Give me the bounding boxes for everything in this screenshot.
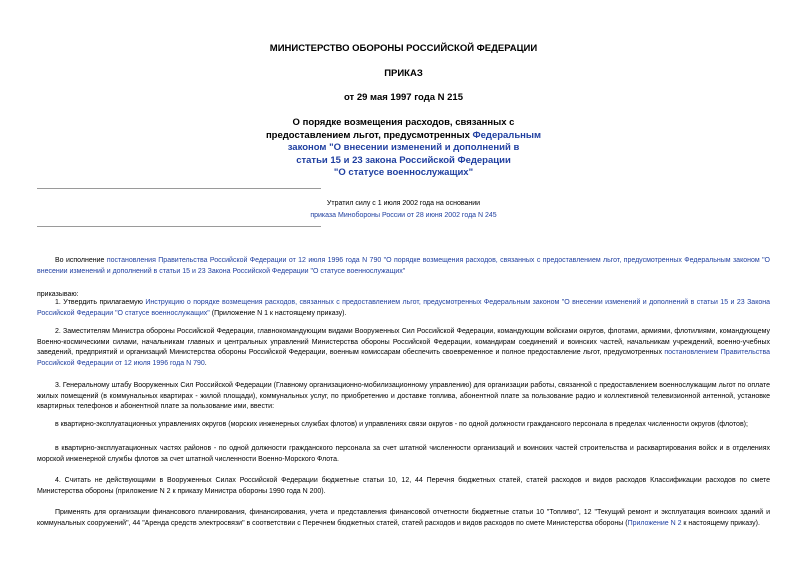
federal-law-link-cont[interactable]: статьи 15 и 23 закона Российской Федерации: [296, 154, 511, 166]
paragraph-item-3b: в квартирно-эксплуатационных частях районов - по одной должности гражданского персонала за счет штатной численности организаций и воинских частей строительства и расквартирования войск и в отделениях морской инженерной службы флотов за счет штатной численности Военно-Морского Флота.: [37, 445, 770, 463]
federal-law-link-cont[interactable]: законом "О внесении изменений и дополнений в: [287, 142, 520, 153]
government-decree-link-2[interactable]: постановлением Правительства Российской Федерации от 12 июля 1996 года N 790: [37, 349, 770, 367]
item-4a-suffix: к настоящему приказу).: [681, 519, 760, 527]
title-line: О порядке возмещения расходов, связанных с: [292, 117, 515, 128]
divider-top: [37, 188, 321, 189]
federal-law-link[interactable]: Федеральным: [472, 129, 542, 141]
date-number-heading: от 29 мая 1997 года N 215: [343, 92, 464, 103]
ministry-heading: МИНИСТЕРСТВО ОБОРОНЫ РОССИЙСКОЙ ФЕДЕРАЦИИ: [269, 43, 538, 54]
appendix-2-link[interactable]: Приложение N 2: [627, 519, 682, 527]
item-1-text: 1. Утвердить прилагаемую: [55, 299, 146, 306]
item-1-suffix: (Приложение N 1 к настоящему приказу).: [209, 309, 347, 317]
government-decree-link[interactable]: постановления Правительства Российской Федерации от 12 июля 1996 года N 790 "О порядке возмещения расходов, связанных с предоставлением льгот, предусмотренных Федеральным законом "О внесении изменений и дополнений в статьи 15 и 23 Закона Российской Федерации "О статусе военнослужащих": [37, 257, 770, 275]
title-line: [0, 130, 807, 143]
status-note: [0, 198, 807, 222]
paragraph-item-4a: [37, 508, 770, 529]
paragraph-item-3a: в квартирно-эксплуатационных управлениях округов (морских инженерных службах флотов) и управлениях связи округов - по одной должности гражданского персонала в пределах численности округов (флотов);: [55, 421, 748, 428]
paragraph-item-4: 4. Считать не действующими в Вооруженных Силах Российской Федерации бюджетные статьи 10, 12, 44 Перечня бюджетных статей, статей расходов и видов расходов Классификации расходов по смете Министерства обороны (приложение N 2 к приказу Министра обороны 1990 года N 200).: [37, 477, 770, 495]
paragraph-item-3: 3. Генеральному штабу Вооруженных Сил Российской Федерации (Главному организационно-мобилизационному управлению) для организации работы, связанной с предоставлением военнослужащим льгот по оплате жилых помещений (в коммунальных квартирах - жилой площади), коммунальных услуг, по приобретению и доставке топлива, абонентной плате за пользование радио и коллективной телевизионной антенной, установке квартирных телефонов и абонентной плате за пользование ими, ввести:: [37, 382, 770, 410]
paragraph-item-2: [37, 327, 770, 369]
item-4a-text: Применять для организации финансового планирования, финансирования, учета и представления финансовой отчетности бюджетные статьи 10 "Топливо", 12 "Текущий ремонт и эксплуатация воинских зданий и коммунальных сооружений", 44 "Аренда средств электросвязи" в соответствии с Перечнем бюджетных статей, статей расходов и видов расходов по смете Министерства обороны (: [37, 509, 770, 527]
item-2-suffix: .: [204, 359, 207, 367]
title-text: предоставлением льгот, предусмотренных: [265, 129, 473, 141]
paragraph-preamble: [37, 256, 770, 277]
document-title: [0, 117, 807, 180]
doc-type-heading: ПРИКАЗ: [384, 68, 423, 79]
item-2-text: 2. Заместителям Министра обороны Российской Федерации, главнокомандующим видами Вооруженных Сил Российской Федерации, командующим войсками округов, флотами, армиями, флотилиями, командующему Военно-космическими силами, начальникам главных и центральных управлений Министерства обороны Российской Федерации, командирам соединений и воинских частей, начальникам учреждений, военно-учебных заведений, предприятий и организаций Министерства обороны Российской Федерации, военным комиссарам обеспечить своевременное и полное предоставление льгот, предусмотренных: [37, 328, 770, 356]
preamble-text: Во исполнение: [55, 257, 107, 264]
federal-law-link-cont[interactable]: "О статусе военнослужащих": [333, 167, 474, 178]
status-note-text: Утратил силу с 1 июля 2002 года на основании: [326, 200, 481, 207]
instruction-link[interactable]: Инструкцию о порядке возмещения расходов, связанных с предоставлением льгот, предусмотренных Федеральным законом "О внесении изменений и дополнений в статьи 15 и 23 Закона Российской Федерации "О статусе военнослужащих": [37, 299, 770, 317]
orders-text: приказываю:: [37, 291, 79, 298]
divider-bottom: [37, 226, 321, 227]
repeal-order-link[interactable]: приказа Минобороны России от 28 июня 2002 года N 245: [310, 212, 497, 219]
paragraph-item-1: [37, 298, 770, 319]
